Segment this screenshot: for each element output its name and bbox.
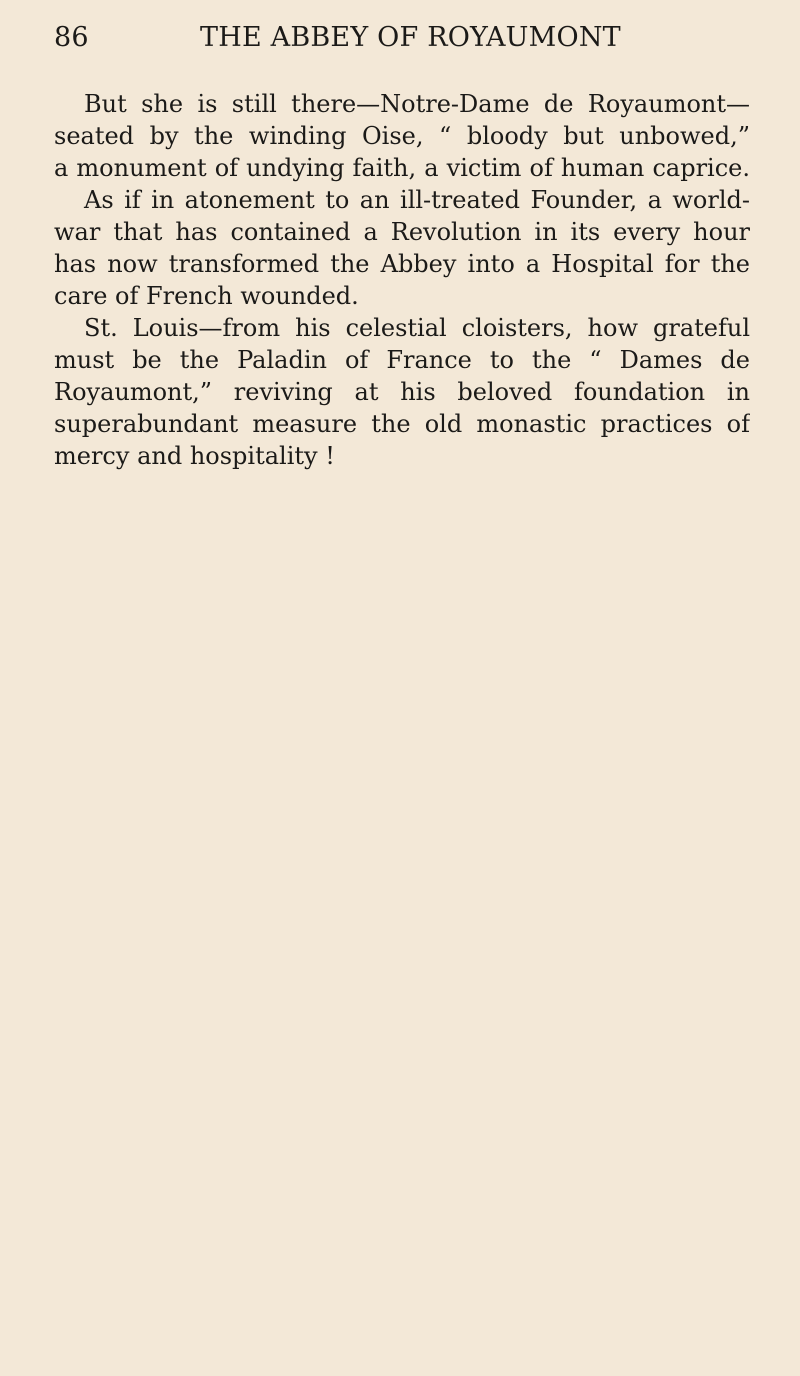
text-line: a monument of undying faith, a victim of human caprice. [54, 154, 750, 182]
text-line: superabundant measure the old monastic practices of [54, 410, 750, 438]
text-line: St. Louis—from his celestial cloisters, how grateful [84, 314, 750, 342]
page-number: 86 [54, 22, 89, 53]
text-line: As if in atonement to an ill-treated Founder, a world- [84, 186, 750, 214]
running-head [54, 22, 750, 62]
text-line: Royaumont,” reviving at his beloved foundation in [54, 378, 750, 406]
body-text [54, 88, 750, 472]
text-line: care of French wounded. [54, 282, 359, 310]
text-line: war that has contained a Revolution in its every hour [54, 218, 750, 246]
text-line: has now transformed the Abbey into a Hospital for the [54, 250, 750, 278]
text-line: seated by the winding Oise, “ bloody but unbowed,” [54, 122, 750, 150]
text-line: mercy and hospitality ! [54, 442, 335, 470]
text-line: must be the Paladin of France to the “ Dames de [54, 346, 750, 374]
running-title: THE ABBEY OF ROYAUMONT [200, 22, 621, 53]
text-line: But she is still there—Notre-Dame de Royaumont— [84, 90, 750, 118]
